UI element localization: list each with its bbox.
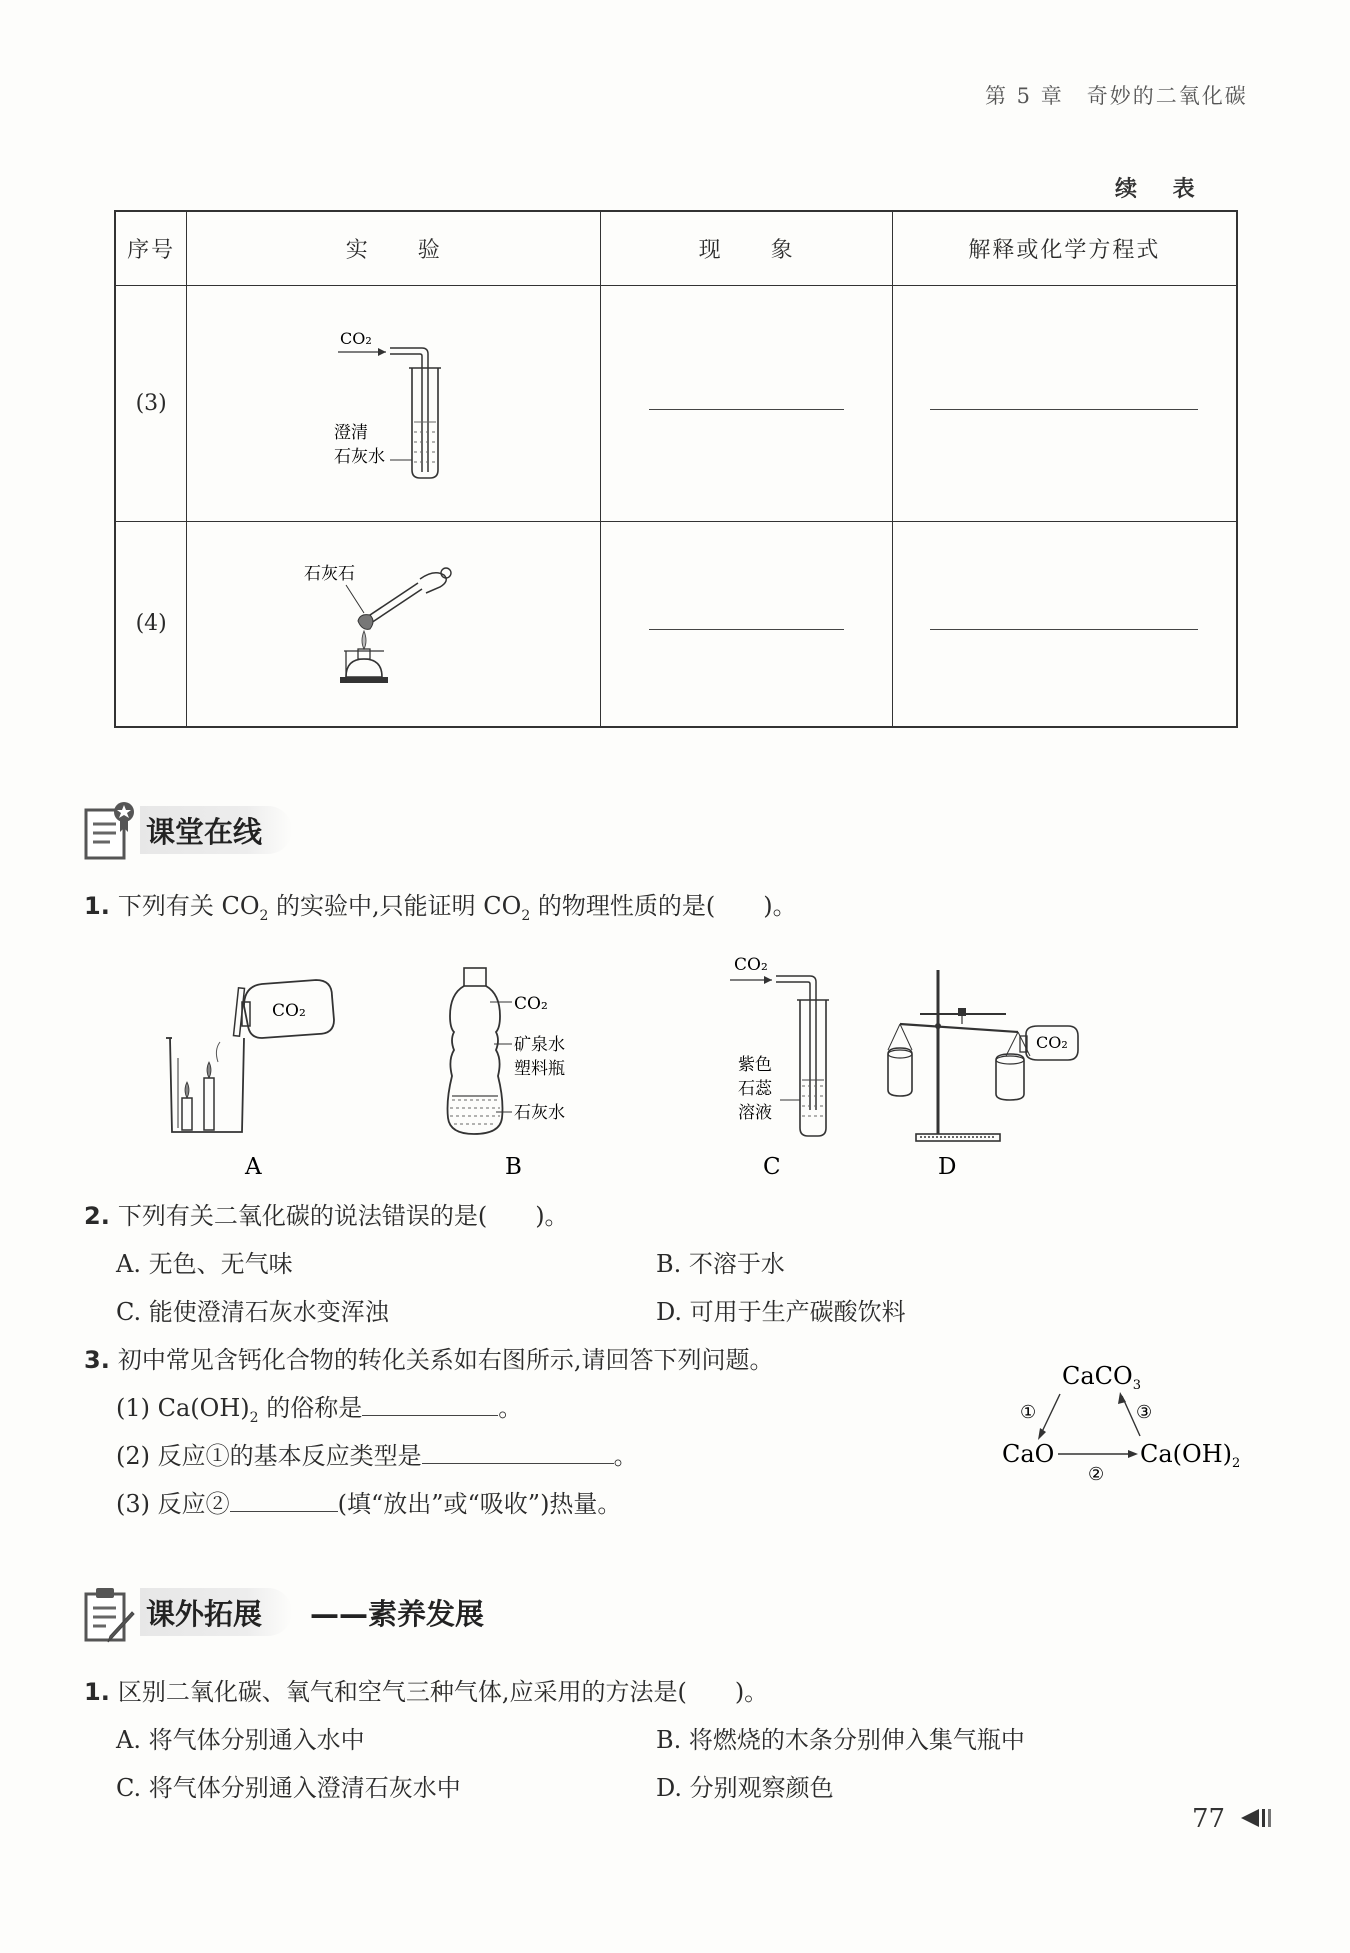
explanation-answer-cell (892, 285, 1237, 521)
section-title: 课堂在线 (146, 814, 263, 849)
answer-blank[interactable] (362, 1414, 498, 1416)
reaction-2-label: ② (1088, 1464, 1105, 1485)
row-index: (4) (115, 521, 187, 727)
option-c[interactable]: C. 能使澄清石灰水变浑浊 (116, 1298, 389, 1326)
reaction-1-label: ① (1020, 1402, 1037, 1423)
solid-label: 石灰石 (303, 563, 355, 584)
part-text: (3) 反应② (116, 1490, 230, 1518)
experiment-figure-test-tube (187, 285, 601, 521)
figure-b-plastic-bottle (448, 968, 566, 1180)
liquid-label-2: 石蕊 (738, 1079, 772, 1099)
experiment-table (114, 210, 1238, 728)
clipboard-pencil-icon (82, 1580, 140, 1644)
gas-label: CO₂ (272, 1001, 306, 1021)
part-text: 。 (498, 1394, 523, 1422)
chapter-header: 第 5 章 奇妙的二氧化碳 (985, 84, 1248, 108)
question-number: 2. (84, 1202, 110, 1230)
answer-blank[interactable] (422, 1462, 614, 1464)
question-number: 1. (84, 1678, 110, 1706)
table-row (115, 521, 1237, 727)
section-header-extension (82, 1580, 484, 1644)
part-text: (1) Ca(OH) (116, 1394, 250, 1422)
option-a[interactable]: A. 无色、无气味 (116, 1250, 293, 1278)
calcium-conversion-diagram (990, 1350, 1250, 1490)
figure-caption: A (245, 1154, 262, 1180)
q3-part-3 (116, 1488, 621, 1520)
explanation-answer-cell (892, 521, 1237, 727)
col-phenomenon-header: 现 象 (601, 211, 893, 285)
option-b[interactable]: B. 将燃烧的木条分别伸入集气瓶中 (656, 1726, 1025, 1754)
subscript: 2 (521, 907, 531, 924)
gas-label: CO₂ (339, 329, 372, 348)
section-subtitle: ——素养发展 (310, 1596, 485, 1631)
experiment-figure-heating-limestone (187, 521, 601, 727)
answer-blank[interactable] (930, 628, 1198, 630)
liquid-label-2: 石灰水 (333, 447, 385, 467)
section-header-classroom (82, 798, 292, 862)
gas-label: CO₂ (1036, 1033, 1068, 1052)
part-text: 。 (613, 1442, 638, 1470)
part-text: 的俗称是 (258, 1394, 363, 1422)
table-row (115, 285, 1237, 521)
question-text: 的物理性质的是( )。 (530, 892, 797, 920)
table-continued-label: 续 表 (1115, 176, 1209, 202)
test-tube-limewater-icon (294, 310, 494, 490)
reaction-3-label: ③ (1136, 1402, 1153, 1423)
bottle-label-1: 矿泉水 (514, 1035, 565, 1055)
option-b[interactable]: B. 不溶于水 (656, 1250, 785, 1278)
option-d[interactable]: D. 分别观察颜色 (656, 1774, 834, 1802)
part-text: (填“放出”或“吸收”)热量。 (337, 1490, 622, 1518)
question-text: 下列有关二氧化碳的说法错误的是( )。 (117, 1202, 569, 1230)
question-number: 1. (84, 892, 110, 920)
question-1 (84, 890, 797, 932)
liquid-label: 石灰水 (514, 1103, 565, 1123)
node-cao: CaO (1002, 1440, 1055, 1468)
subscript: 2 (259, 907, 269, 924)
answer-blank[interactable] (230, 1510, 338, 1512)
liquid-label-3: 溶液 (738, 1103, 772, 1123)
option-a[interactable]: A. 将气体分别通入水中 (116, 1726, 365, 1754)
question-text: 下列有关 CO (117, 892, 260, 920)
bottle-label-2: 塑料瓶 (514, 1059, 565, 1079)
node-caoh2: $Ca(OH)_2$ (1140, 1440, 1241, 1471)
page-number-text: 77 (1192, 1804, 1226, 1834)
phenomenon-answer-cell (601, 521, 893, 727)
liquid-label-1: 紫色 (738, 1055, 772, 1075)
option-c[interactable]: C. 将气体分别通入澄清石灰水中 (116, 1774, 461, 1802)
q1-figures (150, 950, 1160, 1180)
question-text: 的实验中,只能证明 CO (268, 892, 522, 920)
question-3 (84, 1344, 773, 1376)
col-explanation-header: 解释或化学方程式 (892, 211, 1237, 285)
gas-label: CO₂ (514, 994, 548, 1014)
row-index: (3) (115, 285, 187, 521)
node-caco3: CaCO$_3$ (1062, 1362, 1141, 1393)
figure-caption: B (505, 1154, 522, 1180)
question-text: 初中常见含钙化合物的转化关系如右图所示,请回答下列问题。 (117, 1346, 774, 1374)
figure-caption: D (938, 1154, 957, 1180)
phenomenon-answer-cell (601, 285, 893, 521)
figure-d-balance (888, 970, 1078, 1180)
figure-a-candles-beaker (166, 980, 334, 1180)
question-2 (84, 1200, 569, 1232)
col-experiment-header: 实 验 (187, 211, 601, 285)
section-title: 课外拓展 (146, 1596, 263, 1631)
heating-limestone-icon (294, 541, 494, 701)
gas-label: CO₂ (734, 955, 768, 975)
part-text: (2) 反应①的基本反应类型是 (116, 1442, 422, 1470)
page-arrow-icon (1239, 1807, 1273, 1829)
option-d[interactable]: D. 可用于生产碳酸饮料 (656, 1298, 906, 1326)
col-index-header: 序号 (115, 211, 187, 285)
figure-c-litmus-tube (730, 955, 829, 1180)
page-number (1192, 1804, 1273, 1834)
liquid-label-1: 澄清 (333, 423, 368, 443)
q3-part-1 (116, 1392, 522, 1434)
subscript: 2 (249, 1409, 259, 1426)
answer-blank[interactable] (649, 628, 844, 630)
q3-part-2 (116, 1440, 638, 1472)
question-number: 3. (84, 1346, 110, 1374)
answer-blank[interactable] (649, 408, 844, 410)
table-header-row (115, 211, 1237, 285)
answer-blank[interactable] (930, 408, 1198, 410)
notebook-star-icon (82, 798, 140, 862)
extension-question-1 (84, 1676, 768, 1708)
question-text: 区别二氧化碳、氧气和空气三种气体,应采用的方法是( )。 (117, 1678, 769, 1706)
figure-caption: C (763, 1154, 781, 1180)
